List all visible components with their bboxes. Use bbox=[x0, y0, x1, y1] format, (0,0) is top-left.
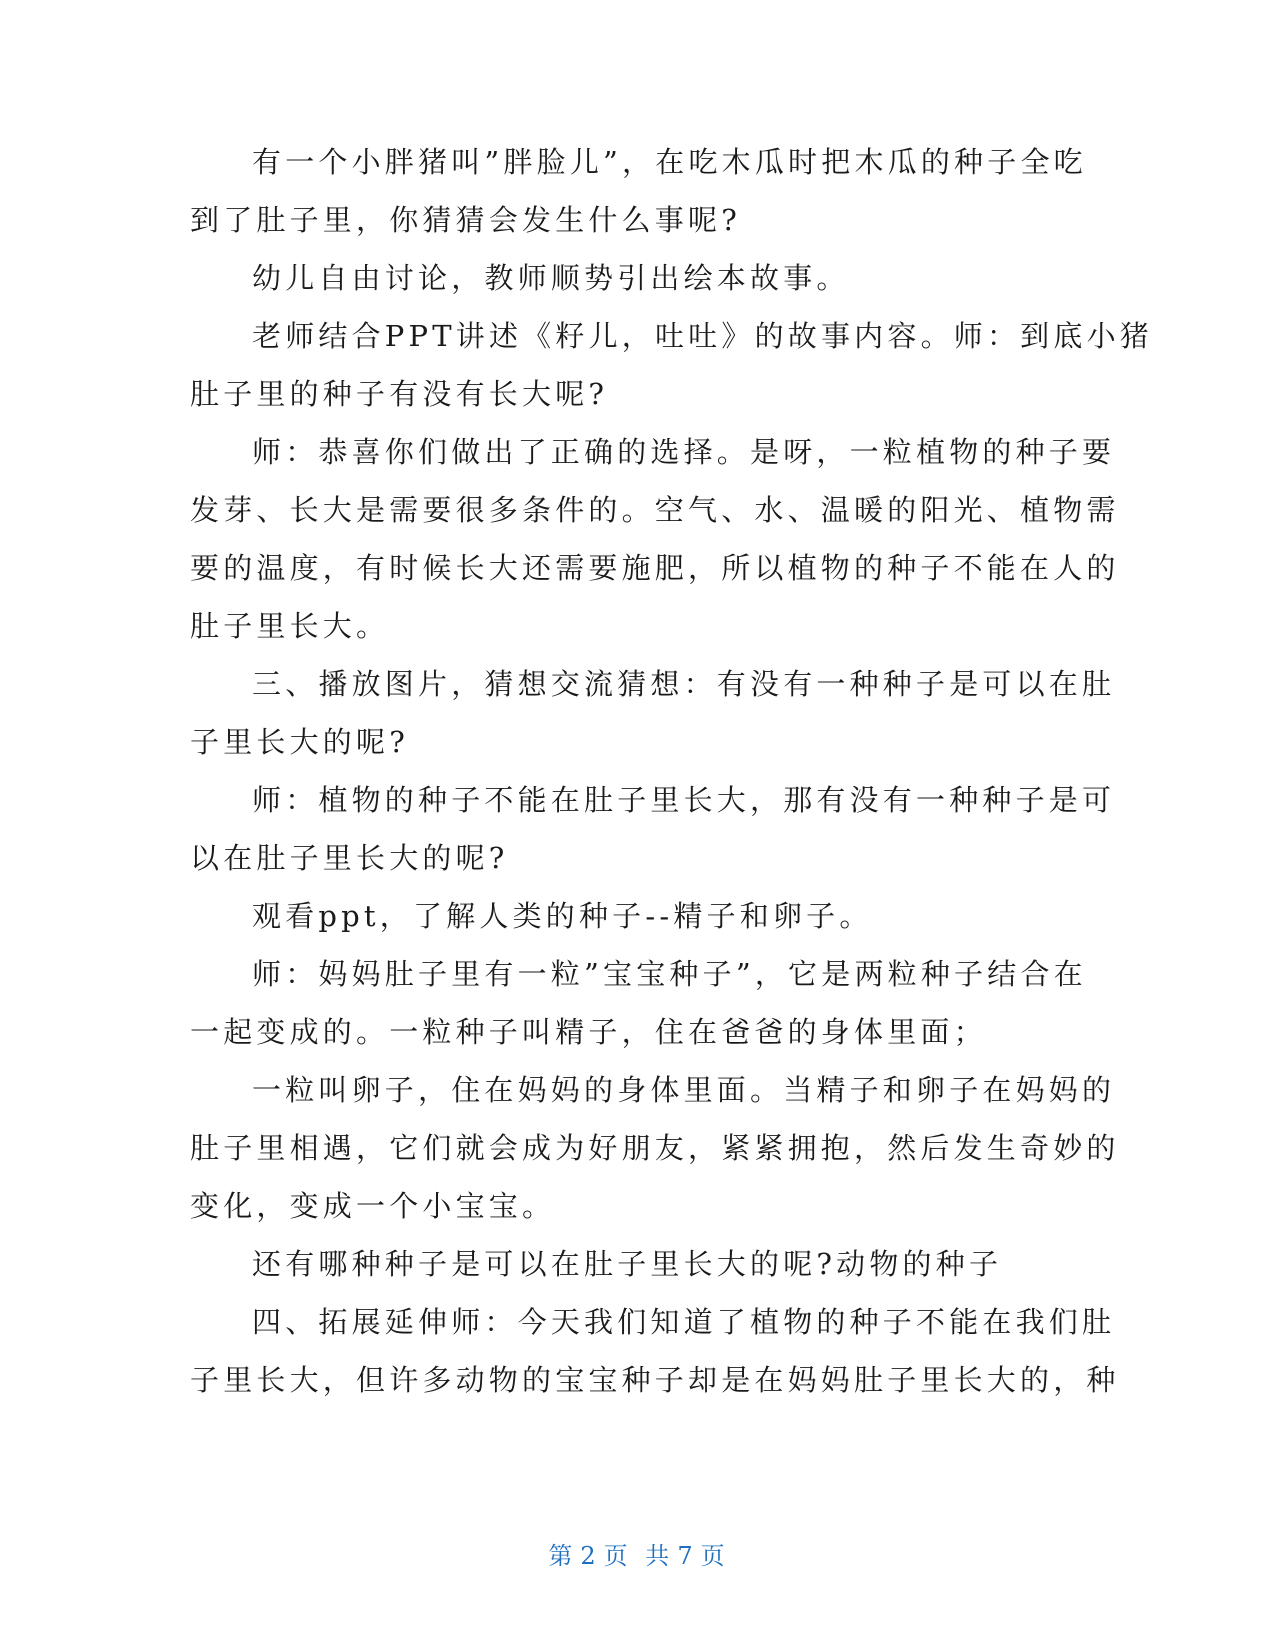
text-line: 还有哪种种子是可以在肚子里长大的呢?动物的种子 bbox=[252, 1247, 1003, 1281]
footer-total-pages: 7 bbox=[677, 1542, 695, 1570]
footer-current-page: 2 bbox=[580, 1542, 598, 1570]
text-line: 三、播放图片，猜想交流猜想：有没有一种种子是可以在肚 bbox=[252, 667, 1116, 701]
text-line: 要的温度，有时候长大还需要施肥，所以植物的种子不能在人的 bbox=[190, 551, 1120, 585]
text-line: 子里长大，但许多动物的宝宝种子却是在妈妈肚子里长大的，种 bbox=[190, 1363, 1120, 1397]
text-line: 肚子里的种子有没有长大呢? bbox=[190, 377, 609, 411]
text-line: 四、拓展延伸师：今天我们知道了植物的种子不能在我们肚 bbox=[252, 1305, 1116, 1339]
page-footer bbox=[0, 1536, 1275, 1571]
text-line: 老师结合PPT讲述《籽儿，吐吐》的故事内容。师：到底小猪 bbox=[252, 319, 1153, 353]
text-line: 师：恭喜你们做出了正确的选择。是呀，一粒植物的种子要 bbox=[252, 435, 1116, 469]
text-line: 到了肚子里，你猜猜会发生什么事呢? bbox=[190, 203, 741, 237]
text-line: 观看ppt，了解人类的种子--精子和卵子。 bbox=[252, 899, 873, 933]
footer-prefix: 第 bbox=[548, 1542, 575, 1570]
text-line: 变化，变成一个小宝宝。 bbox=[190, 1189, 556, 1223]
text-line: 以在肚子里长大的呢? bbox=[190, 841, 509, 875]
text-line: 幼儿自由讨论，教师顺势引出绘本故事。 bbox=[252, 261, 850, 295]
text-line: 一粒叫卵子，住在妈妈的身体里面。当精子和卵子在妈妈的 bbox=[252, 1073, 1116, 1107]
text-line: 有一个小胖猪叫”胖脸儿”，在吃木瓜时把木瓜的种子全吃 bbox=[252, 145, 1087, 179]
text-line: 发芽、长大是需要很多条件的。空气、水、温暖的阳光、植物需 bbox=[190, 493, 1120, 527]
text-line: 子里长大的呢? bbox=[190, 725, 409, 759]
text-line: 师：妈妈肚子里有一粒”宝宝种子”，它是两粒种子结合在 bbox=[252, 957, 1087, 991]
footer-middle: 页 共 bbox=[603, 1542, 672, 1570]
text-line: 师：植物的种子不能在肚子里长大，那有没有一种种子是可 bbox=[252, 783, 1116, 817]
text-line: 一起变成的。一粒种子叫精子，住在爸爸的身体里面； bbox=[190, 1015, 987, 1049]
text-line: 肚子里长大。 bbox=[190, 609, 390, 643]
text-line: 肚子里相遇，它们就会成为好朋友，紧紧拥抱，然后发生奇妙的 bbox=[190, 1131, 1120, 1165]
footer-suffix: 页 bbox=[700, 1542, 727, 1570]
